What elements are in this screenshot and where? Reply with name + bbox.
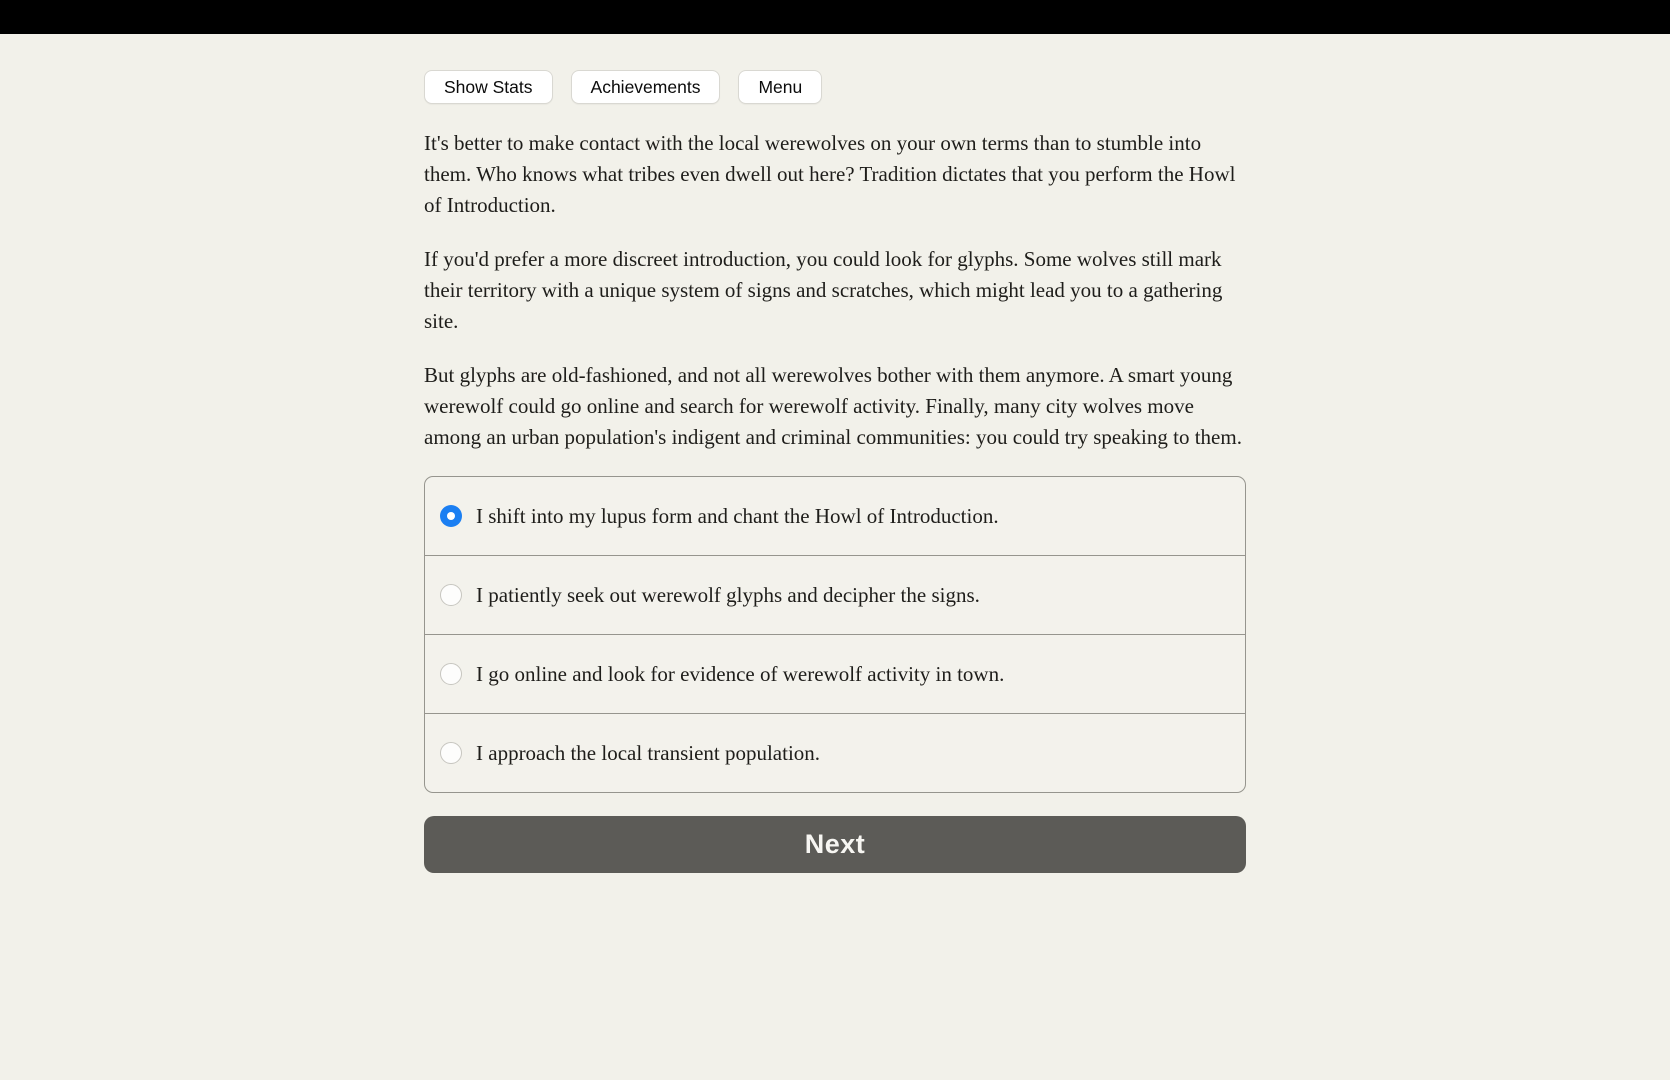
choice-option-online[interactable] — [425, 634, 1245, 713]
radio-button[interactable] — [440, 742, 462, 764]
choice-option-label: I approach the local transient population. — [476, 740, 821, 765]
toolbar — [424, 70, 1246, 104]
choice-option-glyphs[interactable] — [425, 555, 1245, 634]
choice-option-label: I shift into my lupus form and chant the Howl of Introduction. — [476, 503, 999, 528]
story-paragraph: But glyphs are old-fashioned, and not all werewolves bother with them anymore. A smart young werewolf could go online and search for werewolf activity. Finally, many city wolves move among an urban population's indigent and criminal communities: you could try speaking to them. — [424, 363, 1242, 449]
story-paragraph: It's better to make contact with the local werewolves on your own terms than to stumble into them. Who knows what tribes even dwell out here? Tradition dictates that you perform the Howl of Introduction. — [424, 131, 1236, 217]
choice-option-howl[interactable] — [425, 477, 1245, 555]
top-black-bar — [0, 0, 1670, 34]
content-column — [424, 34, 1246, 873]
choice-option-label: I patiently seek out werewolf glyphs and decipher the signs. — [476, 582, 980, 607]
choice-options-box — [424, 476, 1246, 793]
radio-button[interactable] — [440, 663, 462, 685]
story-paragraph: If you'd prefer a more discreet introduction, you could look for glyphs. Some wolves still mark their territory with a unique system of signs and scratches, which might lead you to a gathering site. — [424, 247, 1223, 333]
choice-option-label: I go online and look for evidence of werewolf activity in town. — [476, 661, 1005, 686]
radio-button-selected[interactable] — [440, 505, 462, 527]
story-text — [424, 128, 1246, 453]
choice-option-transients[interactable] — [425, 713, 1245, 792]
achievements-button[interactable]: Achievements — [571, 70, 721, 104]
menu-button[interactable]: Menu — [738, 70, 822, 104]
radio-button[interactable] — [440, 584, 462, 606]
show-stats-button[interactable]: Show Stats — [424, 70, 553, 104]
next-button[interactable]: Next — [424, 816, 1246, 873]
